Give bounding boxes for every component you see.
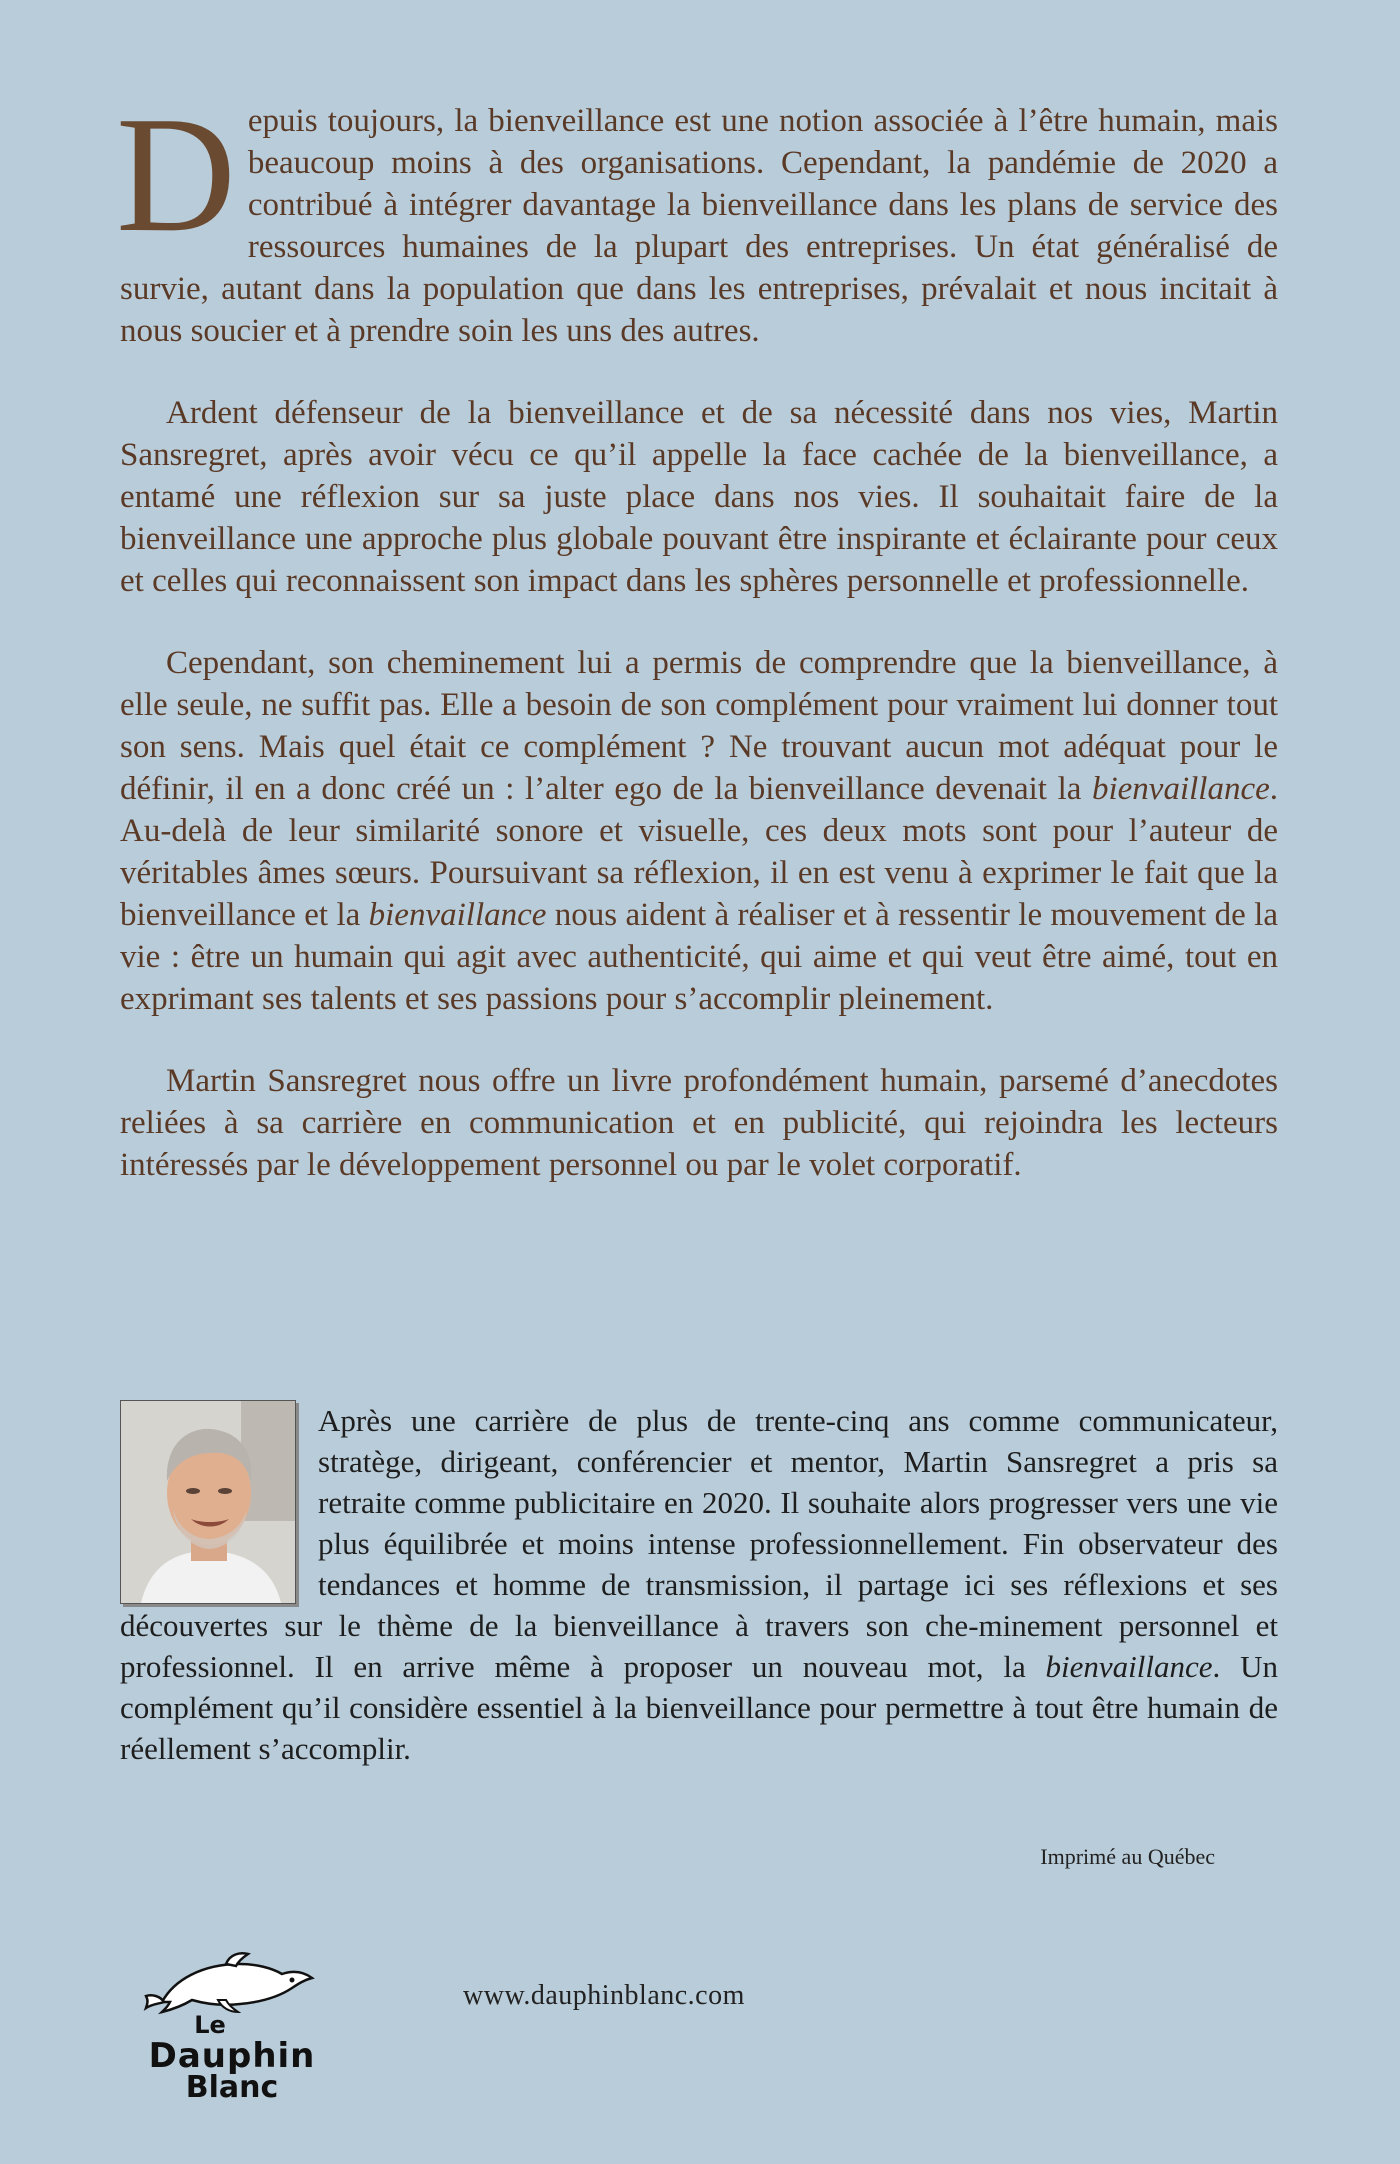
blurb-p3-emphasis-1: bienvaillance — [1091, 771, 1270, 807]
author-portrait-icon — [121, 1401, 295, 1603]
blurb-paragraph-2: Ardent défenseur de la bienveillance et de sa nécessité dans nos vies, Martin Sansregret, après avoir vécu ce qu’il appelle la face cachée de la bienveillance, a entamé une réflexion sur sa juste place dans nos vies. Il souhaitait faire de la bienveillance une approche plus globale pouvant être inspirante et éclairante pour ceux et celles qui reconnaissent son impact dans les sphères personnelle et professionnelle. — [120, 395, 1278, 599]
blurb-paragraph-4: Martin Sansregret nous offre un livre profondément humain, parsemé d’anecdotes reliées à sa carrière en communication et en publicité, qui rejoindra les lecteurs intéressés par le développement personnel ou par le volet corporatif. — [120, 1063, 1278, 1183]
bio-text-a: Après une carrière de plus de trente-cinq ans comme communicateur, stratège, dirigeant, conférencier et mentor, Martin Sansregret a pris sa retraite comme publicitaire en 2020. Il souhaite alors progresser vers une vie plus équilibrée et moins intense professionnellement. Fin observateur des tendances et homme de transmission, il partage ici ses réflexions et ses découvertes sur le thème de la bienveillance à travers son che-minement personnel et professionnel. Il en arrive même à proposer un nouveau mot, la — [120, 1403, 1278, 1684]
publisher-name — [122, 2010, 342, 2103]
publisher-website[interactable]: www.dauphinblanc.com — [463, 1980, 745, 2011]
blurb-p3-text-c: nous aident à réaliser et à ressentir le mouvement de la vie : être un humain qui agit avec authenticité, qui aime et qui veut être aimé, tout en exprimant ses talents et ses passions pour s’accomplir pleinement. — [120, 897, 1278, 1017]
drop-cap: D — [116, 82, 236, 266]
publisher-name-line2: Dauphin — [148, 2036, 316, 2076]
blurb-p1-text: epuis toujours, la bienveillance est une notion associée à l’être humain, mais beaucoup moins à des organisations. Cependant, la pandémie de 2020 a contribué à intégrer davantage la bienveillance dans les plans de service des ressources humaines de la plupart des entreprises. Un état généralisé de survie, autant dans la population que dans les entreprises, prévalait et nous incitait à nous soucier et à prendre soin les uns des autres. — [120, 103, 1278, 349]
bio-text-b: . Un complément qu’il considère essentiel à la bienveillance pour permettre à tout être humain de réellement s’accomplir. — [120, 1649, 1278, 1766]
blurb-paragraph-3 — [120, 642, 1278, 1020]
blurb-paragraph-1 — [116, 82, 1278, 352]
blurb-p3-emphasis-2: bienvaillance — [368, 897, 547, 933]
blurb-p3-text-b: . Au-delà de leur similarité sonore et visuelle, ces deux mots sont pour l’auteur de véritables âmes sœurs. Poursuivant sa réflexion, il en est venu à exprimer le fait que la bienveillance et la — [120, 771, 1278, 933]
publisher-logo — [122, 1950, 342, 2120]
author-photo — [120, 1400, 296, 1604]
publisher-name-line3: Blanc — [185, 2070, 279, 2105]
bio-emphasis: bienvaillance — [1045, 1649, 1213, 1684]
blurb-p3-text-a: Cependant, son cheminement lui a permis de comprendre que la bienveillance, à elle seule, ne suffit pas. Elle a besoin de son complément pour vraiment lui donner tout son sens. Mais quel était ce complément ? Ne trouvant aucun mot adéquat pour le définir, il en a donc créé un : l’alter ego de la bienveillance devenait la — [120, 645, 1278, 807]
publisher-name-line1: Le — [194, 2011, 226, 2039]
book-blurb — [116, 82, 1278, 1226]
author-bio — [120, 1400, 1278, 1769]
imprint-note: Imprimé au Québec — [1040, 1844, 1215, 1869]
